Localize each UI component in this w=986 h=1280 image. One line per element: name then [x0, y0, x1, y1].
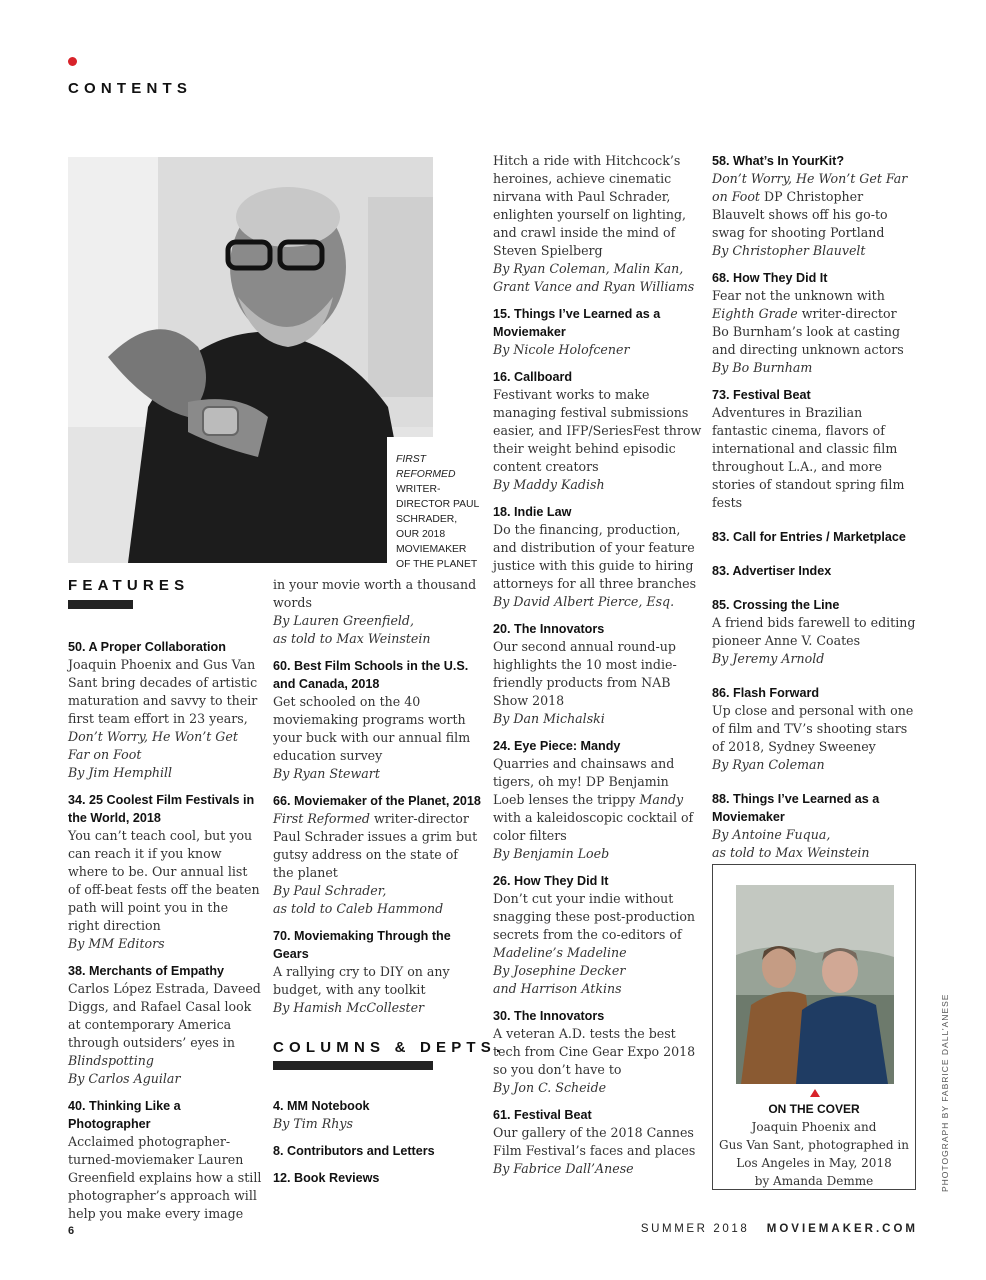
- depts-column: [273, 1097, 481, 1187]
- dept-head: 85. Crossing the Line: [712, 598, 840, 612]
- photo-caption: [396, 452, 482, 572]
- dept-item[interactable]: [493, 368, 703, 494]
- page-title: CONTENTS: [68, 80, 193, 97]
- feature-item[interactable]: [68, 638, 263, 782]
- feature-byline: By Lauren Greenfield,: [273, 613, 414, 628]
- triangle-pointer-icon: [810, 1089, 820, 1097]
- dept-head: 4. MM Notebook: [273, 1099, 370, 1113]
- features-heading: FEATURES: [68, 577, 190, 594]
- feature-head: 34. 25 Coolest Film Festivals in the World, 2018: [68, 793, 255, 825]
- feature-desc: Get schooled on the 40 moviemaking programs worth your buck with our annual film education survey: [273, 694, 471, 763]
- dept-item[interactable]: [493, 305, 703, 359]
- dept-desc: Do the financing, production, and distribution of your feature justice with this guide to hiring attorneys for all three branches: [493, 522, 697, 591]
- dept-byline: By Maddy Kadish: [493, 477, 605, 492]
- features-column-2: [273, 576, 481, 1017]
- dept-head: 58. What’s In YourKit?: [712, 154, 845, 168]
- depts-column-4: [712, 152, 917, 862]
- dept-byline: By Ryan Coleman, Malin Kan, Grant Vance and Ryan Williams: [493, 261, 695, 294]
- dept-head: 68. How They Did It: [712, 271, 828, 285]
- dept-byline: By Dan Michalski: [493, 711, 605, 726]
- feature-desc: Carlos López Estrada, Daveed Diggs, and Rafael Casal look at contemporary America through outsiders’ eyes in Blindspotting: [68, 981, 261, 1068]
- caption-title: FIRST REFORMED: [396, 454, 456, 480]
- dept-byline: By Ryan Coleman: [712, 757, 825, 772]
- dept-head: 15. Things I’ve Learned as a Moviemaker: [493, 307, 661, 339]
- footer-info: [641, 1223, 918, 1235]
- dept-head: 61. Festival Beat: [493, 1108, 592, 1122]
- dept-item[interactable]: [712, 269, 917, 377]
- feature-desc: Acclaimed photographer-turned-moviemaker Lauren Greenfield explains how a still photographer’s approach will help you make every image: [68, 1134, 262, 1221]
- dept-item[interactable]: [712, 528, 917, 546]
- feature-byline: By Ryan Stewart: [273, 766, 380, 781]
- feature-head: 66. Moviemaker of the Planet, 2018: [273, 794, 481, 808]
- dept-item[interactable]: [493, 1106, 703, 1178]
- dept-head: 83. Advertiser Index: [712, 564, 832, 578]
- dept-desc: Don’t cut your indie without snagging these post-production secrets from the co-editors of Madeline’s Madeline: [493, 891, 696, 960]
- cover-line: Joaquin Phoenix and: [751, 1120, 877, 1134]
- depts-column-3: [493, 152, 703, 1178]
- dept-head: 86. Flash Forward: [712, 686, 820, 700]
- page-number: 6: [68, 1225, 75, 1237]
- columns-depts-heading: COLUMNS & DEPTS.: [273, 1039, 506, 1056]
- cover-thumbnail[interactable]: [736, 885, 894, 1084]
- caption-text: WRITER-DIRECTOR PAUL SCHRADER, OUR 2018 MOVIEMAKER OF THE PLANET: [396, 484, 479, 570]
- dept-byline: By Tim Rhys: [273, 1116, 353, 1131]
- feature-byline: By MM Editors: [68, 936, 165, 951]
- dept-byline: By Antoine Fuqua,: [712, 827, 831, 842]
- feature-head: 40. Thinking Like a Photographer: [68, 1099, 181, 1131]
- dept-desc: Festivant works to make managing festival submissions easier, and IFP/SeriesFest throw their weight behind episodic content creators: [493, 387, 702, 474]
- dept-head: 20. The Innovators: [493, 622, 605, 636]
- dept-head: 26. How They Did It: [493, 874, 609, 888]
- features-column: [68, 638, 263, 1223]
- dept-desc: Don’t Worry, He Won’t Get Far on Foot DP Christopher Blauvelt shows off his go-to swag for shooting Portland: [712, 171, 908, 240]
- dept-head: 16. Callboard: [493, 370, 573, 384]
- dept-item[interactable]: [493, 737, 703, 863]
- cover-caption: [714, 1100, 914, 1190]
- dept-byline: By Josephine Decker: [493, 963, 626, 978]
- feature-desc: A rallying cry to DIY on any budget, with any toolkit: [273, 964, 450, 997]
- dept-desc: Fear not the unknown with Eighth Grade writer-director Bo Burnham’s look at casting and directing unknown actors: [712, 288, 904, 357]
- feature-desc: You can’t teach cool, but you can reach it if you know where to be. Our annual list of off-beat fests off the beaten path will point you in the right direction: [68, 828, 260, 933]
- dept-byline: By Bo Burnham: [712, 360, 813, 375]
- dept-item[interactable]: [273, 1142, 481, 1160]
- dept-desc: Up close and personal with one of film and TV’s shooting stars of 2018, Sydney Sweeney: [712, 703, 914, 754]
- dept-desc: A friend bids farewell to editing pioneer Anne V. Coates: [712, 615, 916, 648]
- feature-byline: By Hamish McCollester: [273, 1000, 425, 1015]
- feature-continued: in your movie worth a thousand words: [273, 577, 477, 610]
- dept-item[interactable]: [273, 1097, 481, 1133]
- dept-byline: By David Albert Pierce, Esq.: [493, 594, 675, 609]
- dept-head: 73. Festival Beat: [712, 388, 811, 402]
- dept-byline: By Benjamin Loeb: [493, 846, 610, 861]
- dept-head: 12. Book Reviews: [273, 1171, 380, 1185]
- dept-desc: Quarries and chainsaws and tigers, oh my! DP Benjamin Loeb lenses the trippy Mandy with a kaleidoscopic cocktail of color filters: [493, 756, 694, 843]
- red-dot-icon: [68, 57, 77, 66]
- feature-item[interactable]: [273, 657, 481, 783]
- feature-item[interactable]: [273, 927, 481, 1017]
- dept-head: 8. Contributors and Letters: [273, 1144, 435, 1158]
- feature-byline: By Carlos Aguilar: [68, 1071, 181, 1086]
- dept-item[interactable]: [493, 503, 703, 611]
- feature-head: 70. Moviemaking Through the Gears: [273, 929, 451, 961]
- cover-line: Gus Van Sant, photographed in: [719, 1138, 909, 1152]
- dept-byline: By Jeremy Arnold: [712, 651, 825, 666]
- portrait-illustration: [68, 157, 433, 563]
- photo-credit: PHOTOGRAPH BY FABRICE DALL’ANESE: [940, 993, 950, 1192]
- dept-item[interactable]: [712, 562, 917, 580]
- dept-item[interactable]: [712, 386, 917, 512]
- dept-byline: By Christopher Blauvelt: [712, 243, 866, 258]
- dept-head: 18. Indie Law: [493, 505, 572, 519]
- dept-desc: A veteran A.D. tests the best tech from Cine Gear Expo 2018 so you don’t have to: [493, 1026, 696, 1077]
- dept-intro: Hitch a ride with Hitchcock’s heroines, achieve cinematic nirvana with Paul Schrader, enlighten yourself on lighting, and crawl inside the mind of Steven Spielberg: [493, 153, 687, 258]
- cover-line: Los Angeles in May, 2018: [736, 1156, 892, 1170]
- dept-byline: By Fabrice Dall’Anese: [493, 1161, 634, 1176]
- columns-underline: [273, 1061, 433, 1070]
- dept-head: 30. The Innovators: [493, 1009, 605, 1023]
- feature-byline: as told to Max Weinstein: [273, 631, 431, 646]
- issue-label: SUMMER 2018: [640, 1223, 750, 1235]
- dept-item[interactable]: [493, 1007, 703, 1097]
- dept-item[interactable]: [712, 596, 917, 668]
- dept-head: 24. Eye Piece: Mandy: [493, 739, 621, 753]
- dept-item[interactable]: [493, 620, 703, 728]
- features-underline: [68, 600, 133, 609]
- dept-item[interactable]: [712, 684, 917, 774]
- dept-item[interactable]: [712, 152, 917, 260]
- dept-byline: By Jon C. Scheide: [493, 1080, 607, 1095]
- dept-desc: Our second annual round-up highlights the 10 most indie-friendly products from NAB Show 2018: [493, 639, 677, 708]
- feature-desc: First Reformed writer-director Paul Schrader issues a grim but gutsy address on the state of the planet: [273, 811, 478, 880]
- cover-line: by Amanda Demme: [754, 1174, 874, 1188]
- cover-label: ON THE COVER: [768, 1102, 860, 1116]
- feature-byline: as told to Caleb Hammond: [273, 901, 444, 916]
- feature-byline: By Paul Schrader,: [273, 883, 387, 898]
- dept-item[interactable]: [712, 790, 917, 862]
- cover-story-photo: [68, 157, 433, 563]
- dept-byline: and Harrison Atkins: [493, 981, 622, 996]
- dept-byline: By Nicole Holofcener: [493, 342, 630, 357]
- dept-head: 83. Call for Entries / Marketplace: [712, 530, 906, 544]
- dept-desc: Our gallery of the 2018 Cannes Film Festival’s faces and places: [493, 1125, 696, 1158]
- feature-item[interactable]: [273, 792, 481, 918]
- feature-byline: By Jim Hemphill: [68, 765, 173, 780]
- dept-desc: Adventures in Brazilian fantastic cinema, flavors of international and classic film throughout L.A., and more stories of standout spring film fests: [712, 405, 905, 510]
- dept-byline: as told to Max Weinstein: [712, 845, 870, 860]
- cover-photo-illustration: [736, 885, 894, 1084]
- dept-item[interactable]: [493, 872, 703, 998]
- feature-item[interactable]: [68, 1097, 263, 1223]
- feature-head: 60. Best Film Schools in the U.S. and Canada, 2018: [273, 659, 469, 691]
- feature-item[interactable]: [68, 791, 263, 953]
- feature-head: 50. A Proper Collaboration: [68, 640, 226, 654]
- dept-item[interactable]: [273, 1169, 481, 1187]
- feature-head: 38. Merchants of Empathy: [68, 964, 225, 978]
- feature-item[interactable]: [68, 962, 263, 1088]
- site-link[interactable]: MOVIEMAKER.COM: [766, 1223, 918, 1235]
- dept-head: 88. Things I’ve Learned as a Moviemaker: [712, 792, 880, 824]
- feature-desc: Joaquin Phoenix and Gus Van Sant bring decades of artistic maturation and savvy to their first team effort in 23 years, Don’t Worry, He Won’t Get Far on Foot: [68, 657, 258, 762]
